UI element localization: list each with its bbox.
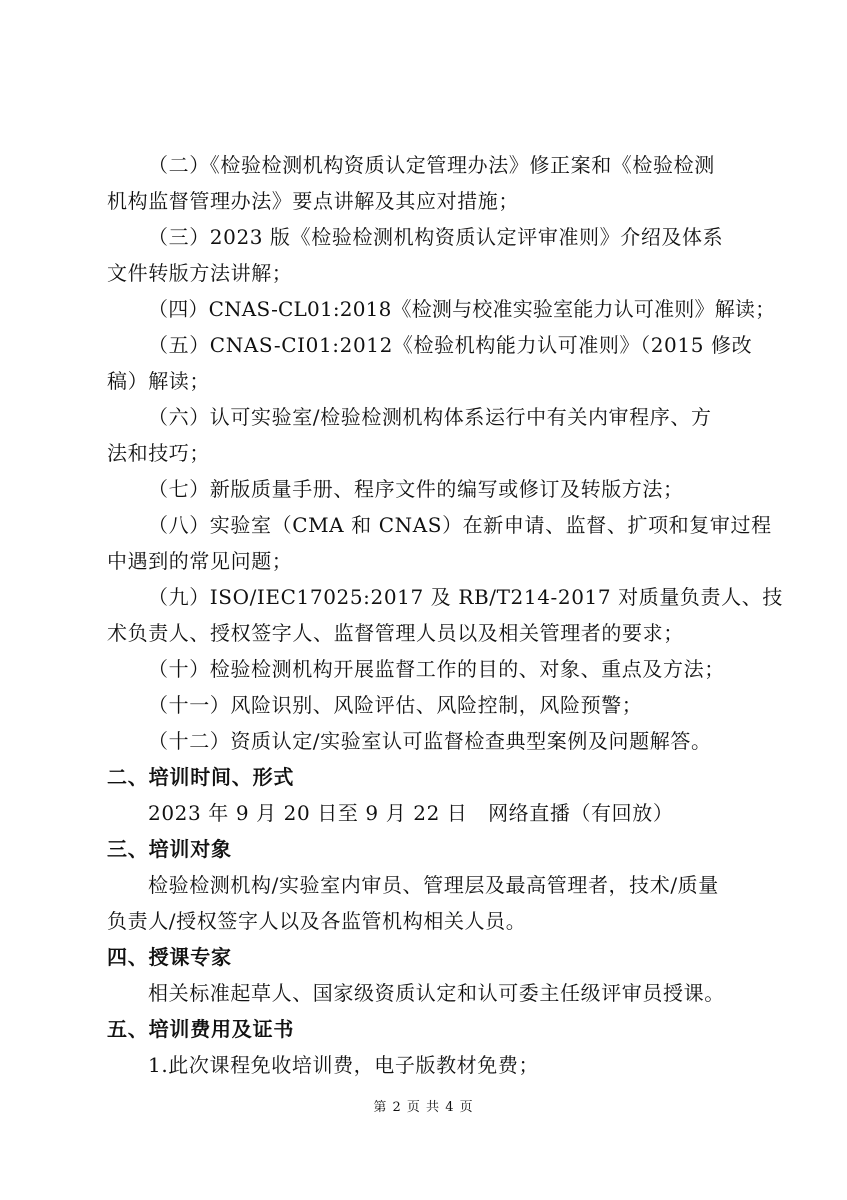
list-item-2-line-1: （二）《检验检测机构资质认定管理办法》修正案和《检验检测 bbox=[148, 153, 715, 177]
list-item-4: （四）CNAS-CL01:2018《检测与校准实验室能力认可准则》解读； bbox=[148, 297, 776, 321]
list-item-6-line-2: 法和技巧； bbox=[107, 441, 210, 465]
list-item-3-line-1: （三）2023 版《检验检测机构资质认定评审准则》介绍及体系 bbox=[148, 225, 724, 249]
list-item-9-line-1: （九）ISO/IEC17025:2017 及 RB/T214-2017 对质量负责人、技 bbox=[148, 585, 783, 609]
list-item-5-line-2: 稿）解读； bbox=[107, 369, 210, 393]
section-heading-schedule: 二、培训时间、形式 bbox=[107, 765, 295, 789]
experts-text: 相关标准起草人、国家级资质认定和认可委主任级评审员授课。 bbox=[148, 981, 725, 1005]
section-heading-experts: 四、授课专家 bbox=[107, 945, 232, 969]
list-item-10: （十）检验检测机构开展监督工作的目的、对象、重点及方法； bbox=[148, 657, 725, 681]
page-number-footer: 第 2 页 共 4 页 bbox=[373, 1100, 474, 1115]
list-item-2-line-2: 机构监督管理办法》要点讲解及其应对措施； bbox=[107, 189, 519, 213]
list-item-9-line-2: 术负责人、授权签字人、监督管理人员以及相关管理者的要求； bbox=[107, 621, 684, 645]
list-item-3-line-2: 文件转版方法讲解； bbox=[107, 261, 293, 285]
audience-text-line-1: 检验检测机构/实验室内审员、管理层及最高管理者，技术/质量 bbox=[148, 873, 719, 897]
section-heading-audience: 三、培训对象 bbox=[107, 837, 232, 861]
list-item-8-line-2: 中遇到的常见问题； bbox=[107, 549, 293, 573]
fees-item-1: 1.此次课程免收培训费，电子版教材免费； bbox=[148, 1053, 540, 1077]
section-heading-fees: 五、培训费用及证书 bbox=[107, 1017, 295, 1041]
audience-text-line-2: 负责人/授权签字人以及各监管机构相关人员。 bbox=[107, 909, 527, 933]
schedule-text: 2023 年 9 月 20 日至 9 月 22 日 网络直播（有回放） bbox=[148, 801, 674, 825]
list-item-6-line-1: （六）认可实验室/检验检测机构体系运行中有关内审程序、方 bbox=[148, 405, 712, 429]
list-item-8-line-1: （八）实验室（CMA 和 CNAS）在新申请、监督、扩项和复审过程 bbox=[148, 513, 772, 537]
list-item-12: （十二）资质认定/实验室认可监督检查典型案例及问题解答。 bbox=[148, 729, 712, 753]
list-item-7: （七）新版质量手册、程序文件的编写或修订及转版方法； bbox=[148, 477, 684, 501]
list-item-5-line-1: （五）CNAS-CI01:2012《检验机构能力认可准则》（2015 修改 bbox=[148, 333, 753, 357]
list-item-11: （十一）风险识别、风险评估、风险控制，风险预警； bbox=[148, 693, 643, 717]
